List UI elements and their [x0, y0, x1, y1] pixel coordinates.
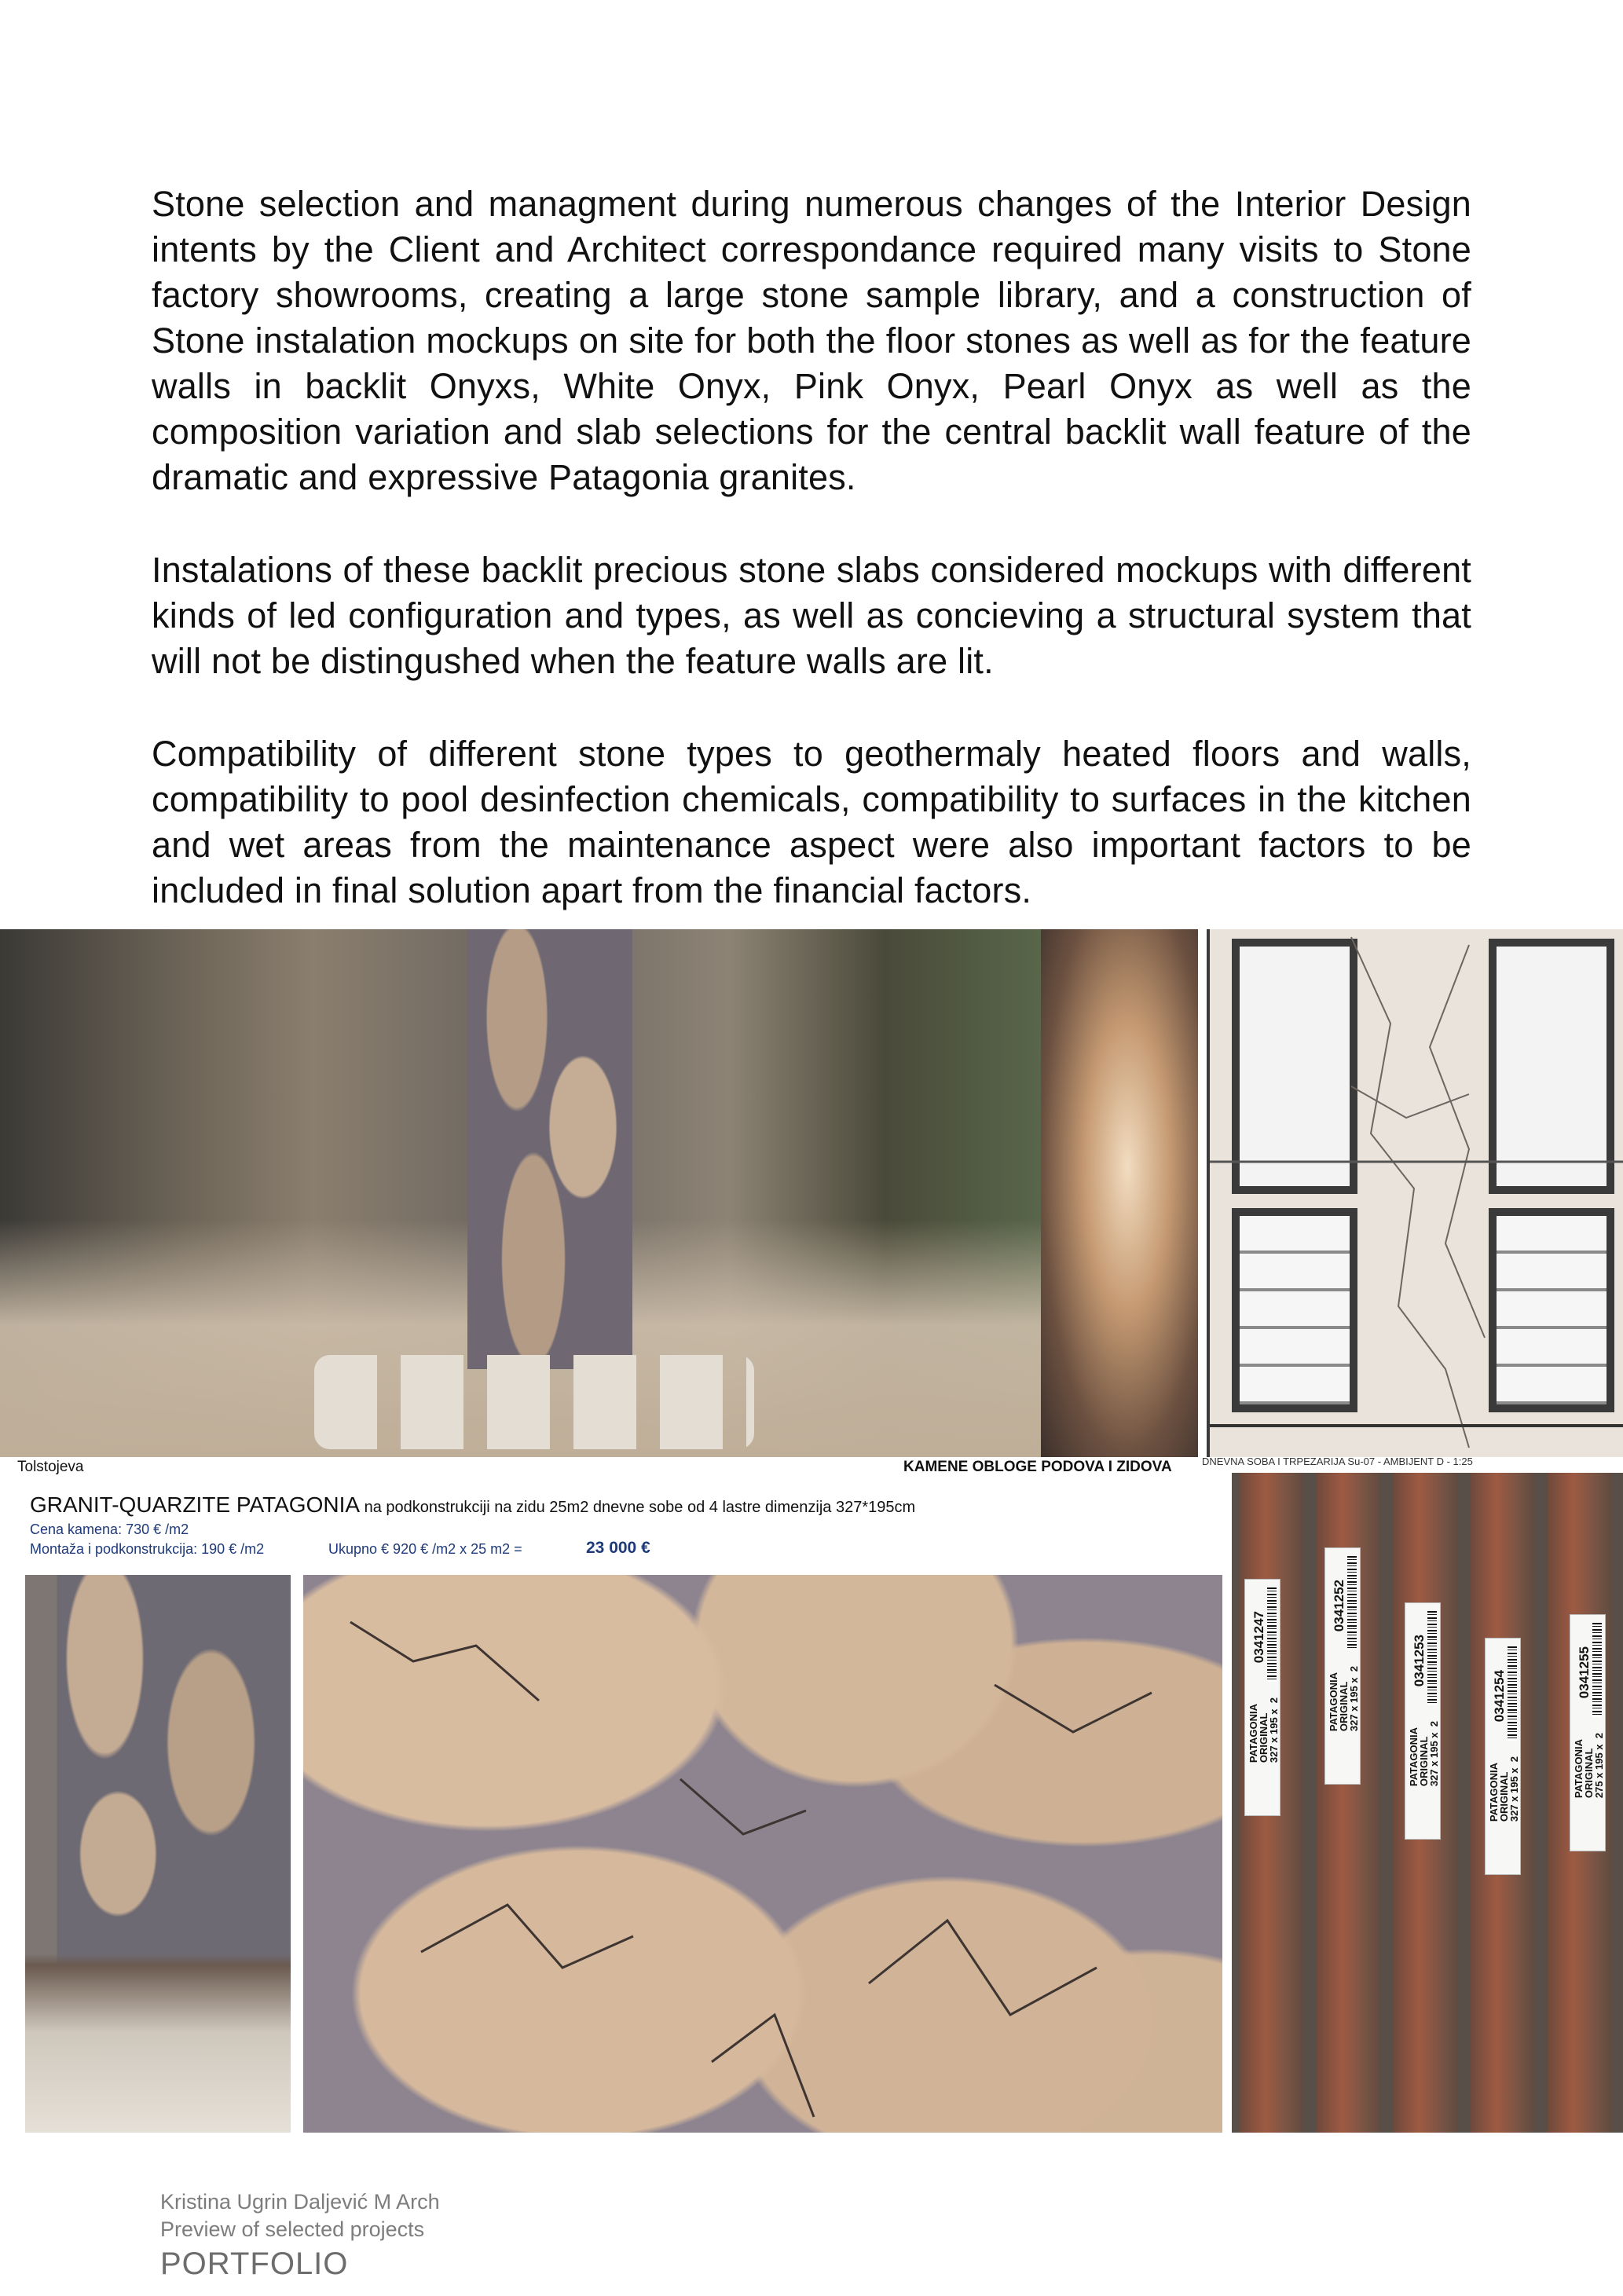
- portfolio-subtitle: Preview of selected projects: [160, 2217, 425, 2241]
- barcode: [1592, 1623, 1602, 1717]
- slab-code: 0341247: [1251, 1611, 1266, 1664]
- wall-elevation-drawing: [1207, 929, 1623, 1457]
- stone-spec-heading-rest: na podkonstrukciji na zidu 25m2 dnevne sobe od 4 lastre dimenzija 327*195cm: [360, 1499, 916, 1516]
- author-name: Kristina Ugrin Daljević M Arch: [160, 2190, 440, 2214]
- backlit-onyx-image: [1041, 929, 1198, 1457]
- paragraph-stone-selection: Stone selection and managment during numerous changes of the Interior Design intents by the Client and Architect correspondance required many visits to Stone factory showrooms, creating a large stone sample library, and a construction of Stone instalation mockups on site for both the floor stones as well as for the feature walls in backlit Onyxs, White Onyx, Pink Onyx, Pearl Onyx as well as the composition variation and slab selections for the central backlit wall feature of the dramatic and expressive Patagonia granites.: [152, 184, 1471, 497]
- slab-code: 0341252: [1332, 1580, 1346, 1632]
- paragraph-compatibility: Compatibility of different stone types to geothermaly heated floors and walls, compatibility to pool desinfection chemicals, compatibility to surfaces in the kitchen and wet areas from the maintenance aspect were also important factors to be included in final solution apart from the financial factors.: [152, 734, 1471, 910]
- stone-spec-heading: [30, 1492, 915, 1518]
- barcode: [1267, 1587, 1277, 1682]
- sheet-title: KAMENE OBLOGE PODOVA I ZIDOVA: [903, 1459, 1172, 1475]
- barcode: [1508, 1646, 1517, 1741]
- slab-code: 0341254: [1492, 1670, 1507, 1723]
- feature-wall-thumbnail: [25, 1575, 291, 2133]
- slab-code: 0341255: [1577, 1646, 1592, 1699]
- assembly-price: Montaža i podkonstrukcija: 190 € /m2: [30, 1541, 265, 1557]
- drawing-note: DNEVNA SOBA I TRPEZARIJA Su-07 - AMBIJENT D - 1:25: [1202, 1456, 1473, 1467]
- slab-tag: [1405, 1602, 1441, 1840]
- slab-description: PATAGONIA ORIGINAL 327 x 195 x 2: [1408, 1721, 1440, 1787]
- barcode: [1347, 1556, 1357, 1650]
- dining-chairs: [314, 1355, 754, 1449]
- slab-tag: [1485, 1638, 1521, 1875]
- slab-tag: [1244, 1579, 1280, 1816]
- slab-description: PATAGONIA ORIGINAL 327 x 195 x 2: [1328, 1666, 1360, 1732]
- slab-veins: [303, 1575, 1222, 2133]
- sheet-location: Tolstojeva: [17, 1459, 84, 1475]
- stone-vein-lines: [1210, 929, 1623, 1457]
- slab-tag: [1570, 1614, 1606, 1851]
- slab-description: PATAGONIA ORIGINAL 327 x 195 x 2: [1247, 1697, 1280, 1763]
- patagonia-slab-image: [303, 1575, 1222, 2133]
- slab-tag: [1324, 1547, 1361, 1785]
- paragraph-installations: Instalations of these backlit precious stone slabs considered mockups with different kinds of led configuration and types, as well as concieving a structural system that will not be distingushed when the feature walls are lit.: [152, 550, 1471, 681]
- stone-spec-heading-main: GRANIT-QUARZITE PATAGONIA: [30, 1492, 361, 1517]
- slab-samples-photo: [1232, 1473, 1623, 2133]
- total-calculation: Ukupno € 920 € /m2 x 25 m2 =: [328, 1541, 522, 1557]
- patagonia-feature-wall: [467, 929, 632, 1369]
- slab-description: PATAGONIA ORIGINAL 275 x 195 x 2: [1573, 1733, 1605, 1799]
- slab-description: PATAGONIA ORIGINAL 327 x 195 x 2: [1488, 1756, 1520, 1822]
- portfolio-title: PORTFOLIO: [160, 2247, 349, 2281]
- slab-code: 0341253: [1412, 1635, 1427, 1687]
- total-amount: 23 000 €: [586, 1539, 650, 1557]
- barcode: [1427, 1611, 1437, 1705]
- stone-price: Cena kamena: 730 € /m2: [30, 1522, 189, 1537]
- interior-render-image: [0, 929, 1041, 1457]
